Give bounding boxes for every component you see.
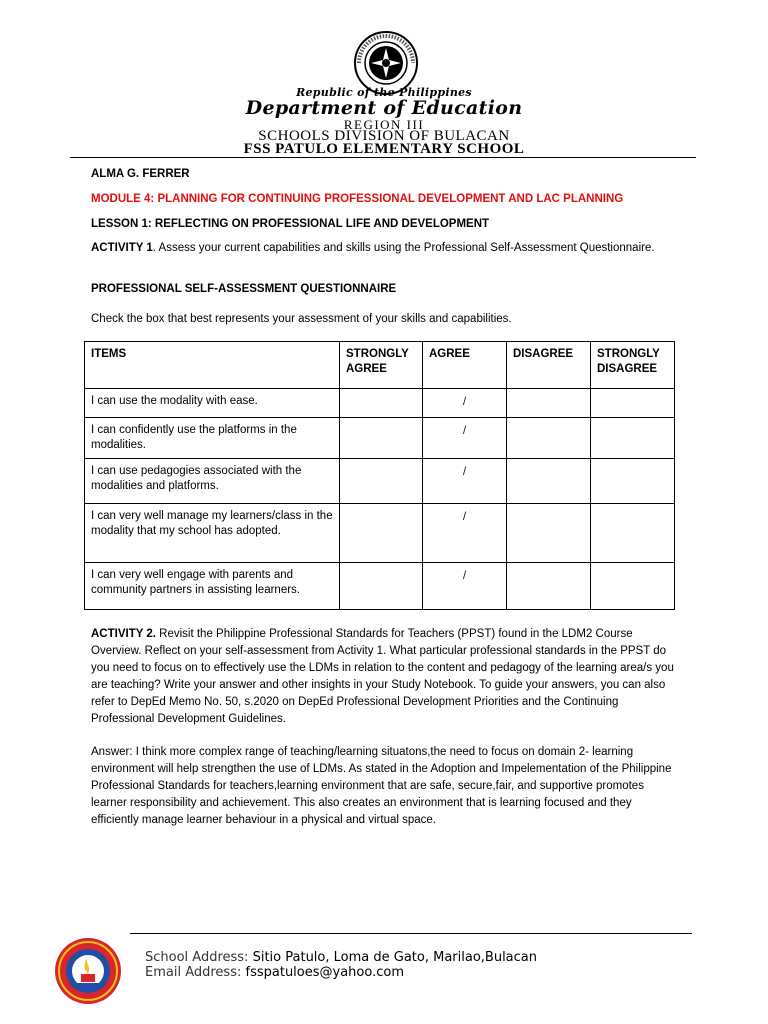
table-row <box>85 389 675 418</box>
footer-divider <box>130 933 692 934</box>
cell-strongly-disagree[interactable] <box>591 504 675 563</box>
division-line: SCHOOLS DIVISION OF BULACAN <box>258 128 510 144</box>
cell-agree[interactable]: / <box>423 459 507 504</box>
instruction-text: Check the box that best represents your assessment of your skills and capabilities. <box>91 313 512 325</box>
header-strongly-agree: STRONGLY AGREE <box>340 342 423 389</box>
address-line <box>145 950 537 965</box>
row-item: I can very well engage with parents and community partners in assisting learners. <box>85 563 340 610</box>
self-assessment-table <box>84 341 675 610</box>
cell-strongly-agree[interactable] <box>340 418 423 459</box>
cell-disagree[interactable] <box>507 563 591 610</box>
email-line <box>145 965 537 980</box>
address-label: School Address: <box>145 950 249 965</box>
cell-disagree[interactable] <box>507 459 591 504</box>
cell-strongly-agree[interactable] <box>340 459 423 504</box>
table-header-row <box>85 342 675 389</box>
school-logo-icon <box>53 936 123 1006</box>
activity1-text: . Assess your current capabilities and skills using the Professional Self-Assessment Questionnaire. <box>152 242 655 254</box>
cell-strongly-agree[interactable] <box>340 389 423 418</box>
school-name: FSS PATULO ELEMENTARY SCHOOL <box>243 141 525 157</box>
cell-disagree[interactable] <box>507 418 591 459</box>
header-items: ITEMS <box>85 342 340 389</box>
header-strongly-disagree: STRONGLY DISAGREE <box>591 342 675 389</box>
lesson-title: LESSON 1: REFLECTING ON PROFESSIONAL LIFE AND DEVELOPMENT <box>91 218 490 230</box>
cell-disagree[interactable] <box>507 389 591 418</box>
email-label: Email Address: <box>145 965 242 980</box>
region-line: REGION III <box>343 117 425 132</box>
table-row <box>85 504 675 563</box>
row-item: I can use pedagogies associated with the modalities and platforms. <box>85 459 340 504</box>
department-title: Department of Education <box>245 97 523 119</box>
cell-disagree[interactable] <box>507 504 591 563</box>
row-item: I can confidently use the platforms in the modalities. <box>85 418 340 459</box>
cell-strongly-disagree[interactable] <box>591 418 675 459</box>
republic-line: Republic of the Philippines <box>296 86 472 99</box>
cell-strongly-disagree[interactable] <box>591 459 675 504</box>
footer-contact <box>145 950 537 980</box>
activity2-paragraph <box>91 626 681 728</box>
cell-agree[interactable]: / <box>423 563 507 610</box>
table-row <box>85 418 675 459</box>
module-title: MODULE 4: PLANNING FOR CONTINUING PROFESSIONAL DEVELOPMENT AND LAC PLANNING <box>91 193 624 205</box>
row-item: I can use the modality with ease. <box>85 389 340 418</box>
address-value: Sitio Patulo, Loma de Gato, Marilao,Bulacan <box>252 950 538 965</box>
table-row <box>85 563 675 610</box>
cell-strongly-disagree[interactable] <box>591 389 675 418</box>
cell-agree[interactable]: / <box>423 504 507 563</box>
header-disagree: DISAGREE <box>507 342 591 389</box>
table-row <box>85 459 675 504</box>
cell-strongly-disagree[interactable] <box>591 563 675 610</box>
questionnaire-title: PROFESSIONAL SELF-ASSESSMENT QUESTIONNAIRE <box>91 283 397 295</box>
header-divider <box>70 157 696 158</box>
activity1-label: ACTIVITY 1 <box>91 242 153 254</box>
author-name: ALMA G. FERRER <box>91 168 190 180</box>
row-item: I can very well manage my learners/class in the modality that my school has adopted. <box>85 504 340 563</box>
header-agree: AGREE <box>423 342 507 389</box>
cell-agree[interactable]: / <box>423 418 507 459</box>
email-value[interactable]: fsspatuloes@yahoo.com <box>245 965 404 980</box>
cell-agree[interactable]: / <box>423 389 507 418</box>
activity2-label: ACTIVITY 2. <box>91 628 156 640</box>
activity2-text: Revisit the Philippine Professional Standards for Teachers (PPST) found in the LDM2 Course Overview. Reflect on your self-assessment from Activity 1. What particular professional standards in the PPST do you need to focus on to effectively use the LDMs in relation to the content and pedagogy of the learning area/s you are teaching? Write your answer and other insights in your Study Notebook. To guide your answers, you can also refer to DepEd Memo No. 50, s.2020 on DepEd Professional Development Priorities and the Continuing Professional Development Guidelines. <box>91 628 674 725</box>
cell-strongly-agree[interactable] <box>340 563 423 610</box>
answer-paragraph: Answer: I think more complex range of teaching/learning situatons,the need to focus on domain 2- learning environment will help strengthen the use of LDMs. As stated in the Adoption and Impelementation of the Philippine Professional Standards for teachers,learning environment that are safe, secure,fair, and supportive promotes learner responsibility and achievement. This also creates an environment that is learning focused and they efficiently manage learner behaviour in a physical and virtual space. <box>91 746 672 826</box>
cell-strongly-agree[interactable] <box>340 504 423 563</box>
activity1-paragraph <box>91 240 681 257</box>
